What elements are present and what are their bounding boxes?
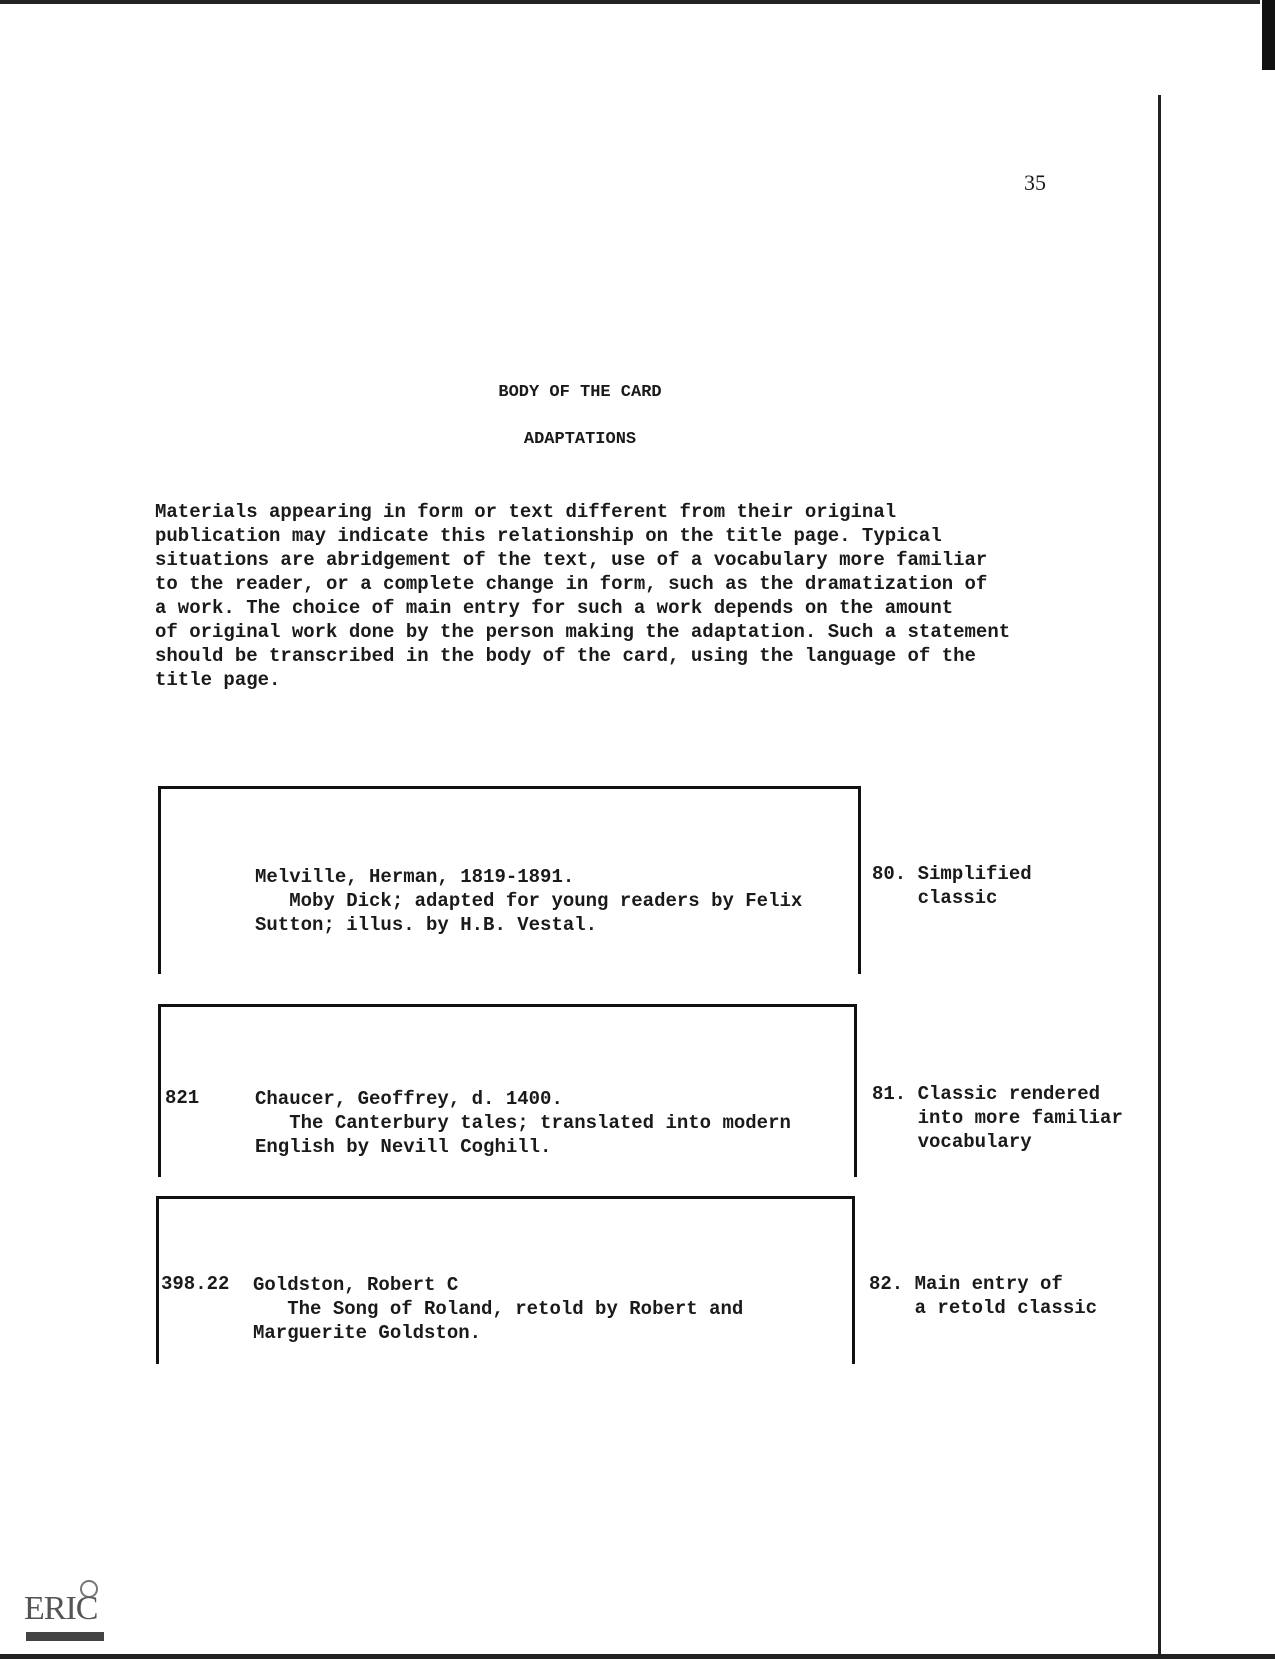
eric-logo-bar: [26, 1632, 104, 1641]
scan-edge-right: [1158, 95, 1161, 1659]
card-entry-line-1: Goldston, Robert C: [253, 1274, 459, 1296]
page-number: 35: [1024, 170, 1046, 195]
section-heading: BODY OF THE CARD: [498, 383, 662, 402]
card-entry-line-1: Chaucer, Geoffrey, d. 1400.: [255, 1088, 563, 1110]
eric-logo-text: ERIC: [24, 1590, 98, 1627]
scan-edge-corner: [1262, 0, 1275, 70]
card-caption-3-line-1: 82. Main entry of: [869, 1273, 1063, 1295]
catalog-card-1: [158, 786, 861, 974]
card-caption-1-line-1: 80. Simplified: [872, 863, 1032, 885]
card-entry-line-3: Marguerite Goldston.: [253, 1322, 482, 1344]
scan-edge-top: [0, 0, 1260, 4]
card-entry-line-3: Sutton; illus. by H.B. Vestal.: [255, 914, 598, 936]
card-entry-line-1: Melville, Herman, 1819-1891.: [255, 866, 575, 888]
card-caption-3-line-2: a retold classic: [869, 1297, 1098, 1319]
card-caption-1-line-2: classic: [872, 887, 998, 909]
eric-logo: [18, 1580, 108, 1646]
card-entry-line-2: The Canterbury tales; translated into modern: [255, 1112, 791, 1134]
card-caption-2-line-3: vocabulary: [872, 1131, 1032, 1153]
card-entry-line-3: English by Nevill Coghill.: [255, 1136, 552, 1158]
scan-edge-bottom: [0, 1654, 1275, 1659]
card-entry-line-2: The Song of Roland, retold by Robert and: [253, 1298, 744, 1320]
card-entry-line-2: Moby Dick; adapted for young readers by Felix: [255, 890, 803, 912]
card-caption-2-line-2: into more familiar: [872, 1107, 1123, 1129]
card-caption-2-line-1: 81. Classic rendered: [872, 1083, 1101, 1105]
card-call-number: 821: [165, 1087, 200, 1109]
card-call-number: 398.22: [161, 1273, 230, 1295]
catalog-card-3: [156, 1196, 855, 1364]
catalog-card-2: [158, 1004, 857, 1177]
section-subheading: ADAPTATIONS: [523, 430, 637, 449]
body-paragraph: Materials appearing in form or text different from their original publication may indicate this relationship on the title page. Typical situations are abridgement of the text, use of a vocabulary more familiar to the reader, or a complete change in form, such as the dramatization of a work. The choice of main entry for such a work depends on the amount of original work done by the person making the adaptation. Such a statement should be transcribed in the body of the card, using the language of the title page.: [155, 501, 1011, 691]
